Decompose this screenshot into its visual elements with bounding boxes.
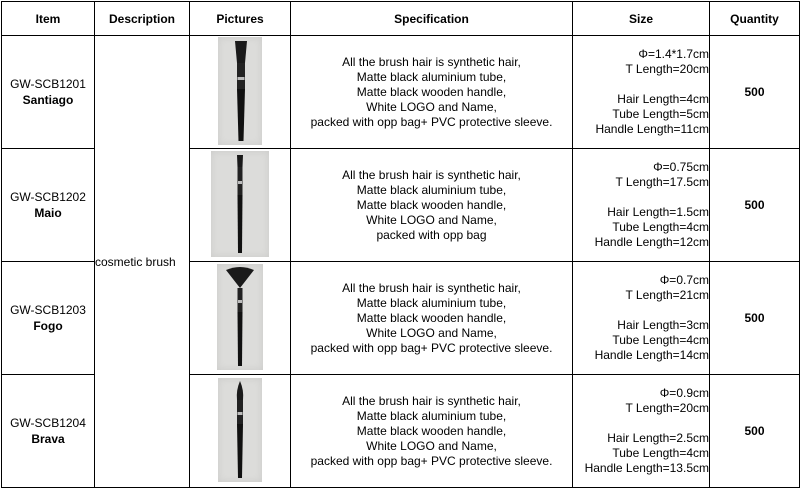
item-cell xyxy=(2,262,95,375)
spec-line: packed with opp bag xyxy=(376,227,487,242)
spec-line: White LOGO and Name, xyxy=(366,212,497,227)
product-spec-table xyxy=(1,1,800,488)
header-quantity: Quantity xyxy=(710,2,800,36)
item-code: GW-SCB1203 xyxy=(10,303,86,317)
size-cell xyxy=(573,375,710,488)
size-cell xyxy=(573,262,710,375)
brush-photo-angled-icon xyxy=(218,37,262,145)
size-line: Tube Length=4cm xyxy=(612,446,709,460)
quantity-cell: 500 xyxy=(710,36,800,149)
size-line: Φ=0.9cm xyxy=(659,386,709,400)
size-line: T Length=21cm xyxy=(625,288,709,302)
spec-line: Matte black wooden handle, xyxy=(356,310,507,325)
item-name: Brava xyxy=(31,432,65,446)
picture-cell xyxy=(190,262,291,375)
item-code: GW-SCB1204 xyxy=(10,416,86,430)
spec-line: Matte black wooden handle, xyxy=(356,84,507,99)
size-line: Hair Length=3cm xyxy=(617,318,709,332)
size-line: Handle Length=12cm xyxy=(594,235,709,249)
size-line: Tube Length=5cm xyxy=(612,107,709,121)
size-cell xyxy=(573,149,710,262)
size-cell xyxy=(573,36,710,149)
item-name: Fogo xyxy=(33,319,63,333)
specification-cell xyxy=(291,149,573,262)
size-line: T Length=20cm xyxy=(625,62,709,76)
item-cell xyxy=(2,149,95,262)
size-line: Tube Length=4cm xyxy=(612,220,709,234)
spec-line: Matte black wooden handle, xyxy=(356,423,507,438)
brush-photo-fan-icon xyxy=(217,264,263,370)
size-line: Handle Length=11cm xyxy=(595,122,709,136)
spec-line: packed with opp bag+ PVC protective sleeve. xyxy=(310,114,553,129)
item-name: Maio xyxy=(34,206,62,220)
specification-cell xyxy=(291,262,573,375)
spec-line: White LOGO and Name, xyxy=(366,325,497,340)
quantity-cell: 500 xyxy=(710,149,800,262)
spec-line: Matte black wooden handle, xyxy=(356,197,507,212)
specification-cell xyxy=(291,36,573,149)
size-line: Φ=0.7cm xyxy=(659,273,709,287)
spec-line: White LOGO and Name, xyxy=(366,99,497,114)
size-line: Handle Length=14cm xyxy=(594,348,709,362)
spec-line: All the brush hair is synthetic hair, xyxy=(342,393,521,408)
size-line: Handle Length=13.5cm xyxy=(584,461,709,475)
size-line: Φ=0.75cm xyxy=(653,160,709,174)
size-line: T Length=20cm xyxy=(625,401,709,415)
size-line: Hair Length=1.5cm xyxy=(607,205,709,219)
spec-line: All the brush hair is synthetic hair, xyxy=(342,167,521,182)
table-row xyxy=(2,36,800,149)
size-line: Φ=1.4*1.7cm xyxy=(638,47,709,61)
picture-cell xyxy=(190,149,291,262)
size-line: T Length=17.5cm xyxy=(615,175,709,189)
spec-line: Matte black aluminium tube, xyxy=(356,295,507,310)
header-size: Size xyxy=(573,2,710,36)
header-row xyxy=(2,2,800,36)
header-pictures: Pictures xyxy=(190,2,291,36)
size-line: Hair Length=2.5cm xyxy=(607,431,709,445)
quantity-cell: 500 xyxy=(710,375,800,488)
brush-photo-pointed-icon xyxy=(218,378,262,482)
quantity-cell: 500 xyxy=(710,262,800,375)
item-cell xyxy=(2,375,95,488)
header-description: Description xyxy=(95,2,190,36)
description-cell: cosmetic brush xyxy=(95,36,190,488)
size-line: Hair Length=4cm xyxy=(617,92,709,106)
header-specification: Specification xyxy=(291,2,573,36)
item-code: GW-SCB1202 xyxy=(10,190,86,204)
item-cell xyxy=(2,36,95,149)
picture-cell xyxy=(190,375,291,488)
picture-cell xyxy=(190,36,291,149)
spec-line: Matte black aluminium tube, xyxy=(356,182,507,197)
spec-line: packed with opp bag+ PVC protective sleeve. xyxy=(310,453,553,468)
spec-line: White LOGO and Name, xyxy=(366,438,497,453)
item-name: Santiago xyxy=(22,93,74,107)
header-item: Item xyxy=(2,2,95,36)
size-line: Tube Length=4cm xyxy=(612,333,709,347)
spec-line: All the brush hair is synthetic hair, xyxy=(342,54,521,69)
spec-line: Matte black aluminium tube, xyxy=(356,69,507,84)
spec-line: All the brush hair is synthetic hair, xyxy=(342,280,521,295)
specification-cell xyxy=(291,375,573,488)
item-code: GW-SCB1201 xyxy=(10,77,86,91)
spec-line: packed with opp bag+ PVC protective sleeve. xyxy=(310,340,553,355)
spec-line: Matte black aluminium tube, xyxy=(356,408,507,423)
brush-photo-slim-icon xyxy=(211,151,269,257)
